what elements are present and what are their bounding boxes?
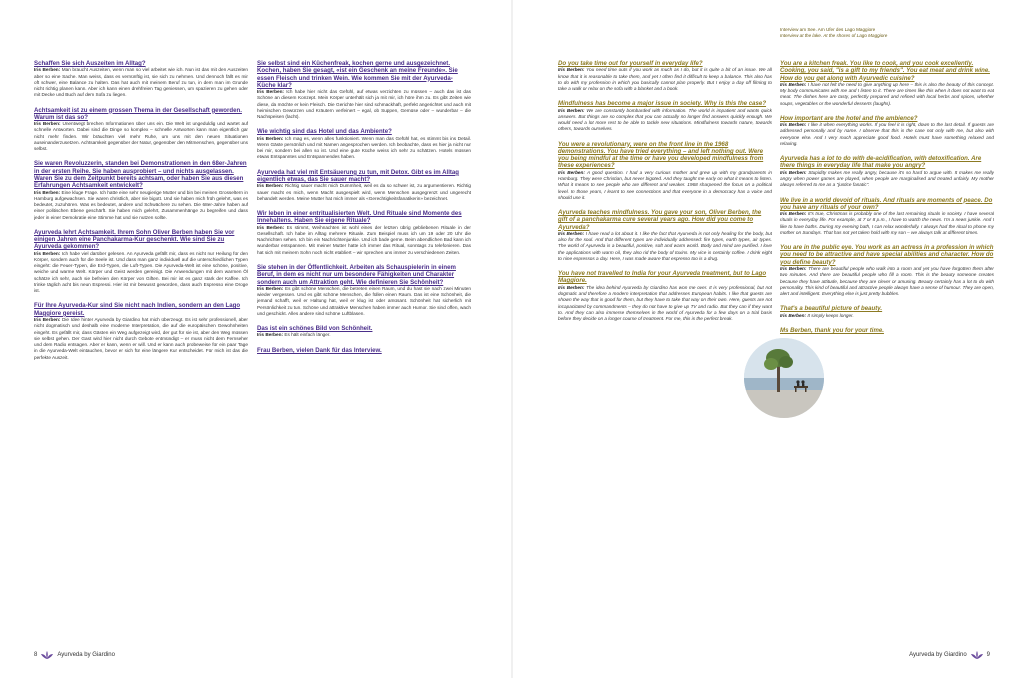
answer-text: I like it when everything works. If you feel it is right, down to the last detail. If guests are addressed personally and by name. I observe that this is the case not only with me, but also with everyone else. And I very much appreciate good food. Hotels must have something relaxed and relaxing. (780, 122, 994, 146)
question-heading: Für Ihre Ayurveda-Kur sind Sie nicht nach Indien, sondern an den Lago Maggiore gereist. (34, 302, 241, 317)
speaker-label: Iris Berben: (257, 332, 284, 338)
speaker-label: Iris Berben: (257, 135, 284, 141)
speaker-label: Iris Berben: (780, 312, 807, 318)
answer-paragraph (34, 317, 248, 361)
question-heading: Mindfulness has become a major issue in society. Why is this the case? (558, 100, 767, 108)
answer-paragraph (34, 190, 248, 221)
answer-paragraph (34, 67, 248, 98)
question-heading: Schaffen Sie sich Auszeiten im Alltag? (34, 60, 146, 67)
answer-paragraph (257, 89, 471, 120)
column-english-2 (780, 60, 994, 635)
question-heading: Sie stehen in der Öffentlichkeit. Arbeiten als Schauspielerin in einem Beruf, in dem es nicht nur um besondere Fähigkeiten und Charakter sondern auch um Attraktion geht. Wie definieren Sie Schönheit? (257, 263, 456, 286)
question-heading: Ayurveda hat viel mit Entsäuerung zu tun, mit Detox. Gibt es im Alltag eigentlich etwas, das Sie sauer macht? (257, 168, 460, 184)
answer-paragraph (558, 170, 772, 201)
header-line-en: Interview at the lake. At the shores of Lago Maggiore (780, 33, 888, 38)
answer-text: Es stimmt, Weihnachten ist wohl eines der letzten übrig gebliebenen Rituale in der Gesellschaft. Ich habe im Alltag mehrere Rituale. Zum Beispiel muss ich um 19 oder 20 Uhr die Nachrichten sehen. Ich bin ein Nachrichtenjunkie. Und ich bade gerne. Beim abendlichen Bad kann ich wunderbar entspannen. Mit meiner Mutter hatte ich immer das Ritual, sonntags zu telefonieren. Das hat sich mit meinem Sohn noch nicht etabliert – wir sprechen uns immer zu verschiedenen Zeiten. (257, 224, 471, 255)
question-heading: Achtsamkeit ist zu einem grossen Thema in der Gesellschaft geworden. Warum ist das so? (34, 106, 242, 121)
question-heading: How important are the hotel and the ambience? (780, 114, 918, 122)
question-heading: You are in the public eye. You work as an actress in a profession in which you need to be attractive and have special abilities and character. How do you define beauty? (780, 244, 994, 266)
brand-left: Ayurveda by Giardino (57, 652, 115, 658)
lake-photo (744, 338, 824, 418)
answer-paragraph (780, 82, 994, 107)
footer-right (909, 651, 990, 659)
speaker-label: Iris Berben: (780, 122, 807, 128)
brand-right: Ayurveda by Giardino (909, 652, 967, 658)
question-heading: Wir leben in einer entritualisierten Welt. Und Rituale sind Momente des Innehaltens. Haben Sie eigene Rituale? (257, 210, 462, 225)
answer-text: Ich mag es, wenn alles funktioniert. Wenn man das Gefühl hat, es stimmt bis ins Detail. Wenn Gäste persönlich und mit Namen angesprochen werden. Ich beobachte, dass es hier ja nicht nur bei mir, sondern bei allen so ist. Und eine gute Küche weiss ich sehr zu schätzen. Hotels müssen etwas Entspanntes und Entspannendes haben. (257, 135, 471, 160)
question-heading: We live in a world devoid of rituals. And rituals are moments of peace. Do you have any rituals of your own? (780, 196, 993, 211)
question-heading: Sie selbst sind ein Küchenfreak, kochen gerne und ausgezeichnet. Kochen, haben Sie gesagt, «ist ein Geschenk an meine Freunde». Sie essen Fleisch und trinken Wein. Wie kommen Sie mit der Ayurveda-Küche klar? (257, 60, 458, 89)
question-heading: Ayurveda teaches mindfulness. You gave your son, Oliver Berben, the gift of a panchakarma cure several years ago. How did you come to Ayurveda? (558, 209, 762, 231)
answer-text: It simply keeps longer. (807, 312, 854, 318)
closing-line: Frau Berben, vielen Dank für das Interview. (257, 346, 382, 354)
page-header (780, 27, 994, 39)
speaker-label: Iris Berben: (780, 266, 807, 272)
question-heading: Das ist ein schönes Bild von Schönheit. (257, 325, 373, 333)
answer-text: Stupidity makes me really angry, because it's so hard to argue with. It makes me really angry when power games are played, when people are marginalised and treated unfairly. My mother always referred to me as a "justice fanatic". (780, 169, 994, 188)
answer-text: Ich habe hier nicht das Gefühl, auf etwas verzichten zu müssen – auch das ist das Schöne an diesem Konzept. Mein Körper unterhält sich ja mit mir, ich höre ihm zu. Es gibt Zeiten wie diese, da möchte er kein Fleisch. Die Gerichte hier sind schmackhaft, perfekt angerichtet und auch mit heimischen Gewürzen und Kräutern verfeinert – egal, ob Suppen, Gemüse oder – wunderbar – die Nachspeisen (lacht). (257, 89, 471, 120)
question-heading: Sie waren Revoluzzerin, standen bei Demonstrationen in den 68er-Jahren in der ersten Reihe. Sie haben ausprobiert – und nichts ausgelassen. Waren Sie zu dem Zeitpunkt bereits achtsam, oder haben Sie aus diesen Erfahrungen Achtsamkeit entwickelt? (34, 160, 247, 190)
footer-left (34, 651, 115, 659)
answer-text: Es gibt schöne Menschen, die betreten einen Raum, und du hast sie nach zwei Minuten wieder vergessen. Und es gibt schöne Menschen, die füllen einen Raum. Das ist eine Schönheit, die jemand schafft, weil er Haltung hat, weil er klug ist oder amüsant. Schönheit hat sicherlich mit Persönlichkeit zu tun. Schöne und attraktive Menschen haben immer auch Humor. Sie sind offen, wach und geschickt. Alles andere sind schöne Luftblasen. (257, 285, 471, 316)
answer-paragraph (257, 332, 471, 338)
answer-paragraph (257, 286, 471, 317)
speaker-label: Iris Berben: (34, 121, 61, 127)
speaker-label: Iris Berben: (257, 183, 284, 189)
question-heading: Ayurveda lehrt Achtsamkeit. Ihrem Sohn Oliver Berben haben Sie vor einigen Jahren eine Panchakarma-Kur geschenkt. Wie sind Sie zu Ayurveda gekommen? (34, 228, 235, 251)
speaker-label: Iris Berben: (558, 67, 585, 73)
answer-paragraph (257, 136, 471, 161)
answer-text: I have not felt the need to give anything up here – this is also the beauty of this concept. My body communicates with me and I listen to it. There are times like this when it does not want to eat meat. The dishes here are tasty, perfectly prepared and refined with local herbs and spices, whether soups, vegetables or the wonderful desserts (laughs). (780, 81, 994, 106)
answer-paragraph (780, 266, 994, 297)
answer-text: It's true, Christmas is probably one of the last remaining rituals in society. I have several rituals in everyday life. For example, at 7 or 8 p.m., I have to watch the news. I'm a news junkie. And I like to have baths. During my evening bath, I can relax wonderfully. I always had the ritual to phone my mother on Sundays. That has not yet taken hold with my son – we always talk at different times. (780, 211, 994, 235)
answer-paragraph (558, 285, 772, 323)
closing-line: Ms Berben, thank you for your time. (780, 326, 884, 334)
lotus-icon (971, 651, 983, 659)
speaker-label: Iris Berben: (558, 284, 585, 290)
page-number-left: 8 (34, 652, 38, 658)
speaker-label: Iris Berben: (558, 230, 585, 236)
column-german-2 (257, 60, 471, 635)
speaker-label: Iris Berben: (34, 67, 61, 73)
speaker-label: Iris Berben: (34, 317, 61, 323)
answer-paragraph (257, 225, 471, 256)
speaker-label: Iris Berben: (257, 285, 284, 291)
answer-text: We are constantly bombarded with information. The world is impatient and wants quick answers. But things are so complex that you can actually no longer find answers quickly enough. We would need a lot more rest to be able to tackle new situations. Mindfulness towards nature, towards others, towards ourselves. (558, 107, 772, 132)
page-gutter (511, 0, 513, 678)
lotus-icon (41, 651, 53, 659)
answer-paragraph (780, 211, 994, 236)
column-german-1 (34, 60, 248, 635)
answer-text: Eine kluge Frage. Ich hatte eine sehr neugierige Mutter und bin bei meinen Grosseltern in Hamburg aufgewachsen. Sie waren christlich, aber nie bigott. Und sie haben mich früh gelehrt, was es bedeutet, zuzuhören. Was es bedeutet, andere und Schwächere zu sehen. Die 68er-Jahre haben auf einer politischen Ebene geschärft. Sie haben mich gelehrt, Zusammenhänge zu begreifen und dass jeder in einer Demokratie eine Stimme hat und sie nutzen sollte. (34, 189, 248, 220)
speaker-label: Iris Berben: (558, 107, 585, 113)
answer-text: The idea behind Ayurveda by Giardino has won me over. It is very professional, but not dogmatic and therefore a modern interpretation that addresses European habits. I like that guests are shown the way that is good for them, but they have to take that way on their own. Here, guests are not incapacitated by commandments – they do not have to give up TV and radio. But they can if they want to. And they can also immerse themselves in the world of Ayurveda for a few days on a trial basis before they decide on a longer course of treatment. For me, this is the perfect break. (558, 284, 772, 322)
answer-paragraph (558, 231, 772, 262)
speaker-label: Iris Berben: (257, 89, 284, 95)
question-heading: Ayurveda has a lot to do with de-acidification, with detoxification. Are there things in everyday life that make you angry? (780, 155, 982, 170)
speaker-label: Iris Berben: (257, 224, 285, 230)
speaker-label: Iris Berben: (780, 169, 807, 175)
question-heading: Wie wichtig sind das Hotel und das Ambiente? (257, 128, 392, 136)
answer-paragraph (780, 170, 994, 189)
speaker-label: Iris Berben: (34, 189, 61, 195)
answer-text: Die Idee hinter Ayurveda by Giardino hat mich überzeugt. Es ist sehr professionell, aber nicht dogmatisch und deshalb eine moderne Interpretation, die auf die europäischen Gewohnheiten eingeht. Es gefällt mir, dass Gästen ein Weg aufgezeigt wird, der gut für sie ist, aber den Weg müssen sie selbst gehen. Der Gast wird hier nicht durch Gebote entmündigt – er muss nicht dem Fernseher und dem Radio entsagen. Aber er kann, wenn er will. Und er kann auch probeweise für ein paar Tage in die Ayurveda-Welt eintauchen, bevor er sich für eine längere Kur entscheidet. Für mich ist das die perfekte Auszeit. (34, 317, 248, 360)
speaker-label: Iris Berben: (34, 250, 61, 256)
answer-text: Es hält einfach länger. (284, 332, 331, 338)
answer-text: Man braucht Auszeiten, wenn man so viel arbeitet wie ich. Nun ist das mit den Auszeiten aber so eine Sache. Man weiss, dass es vernünftig ist, sie sich zu nehmen. Und dennoch fällt es mir oft schwer, eine Balance zu halten. Das hat auch mit meinem Beruf zu tun, in dem man im Grunde nicht richtig planen kann. Aber ich kann einen drehfreien Tag geniessen, um spazieren zu gehen oder mit Decke und Buch auf dem Sofa zu liegen. (34, 67, 248, 98)
question-heading: You have not travelled to India for your Ayurveda treatment, but to Lago Maggiore. (558, 270, 767, 285)
speaker-label: Iris Berben: (558, 169, 585, 175)
answer-text: Richtig sauer macht mich Dummheit, weil es da so schwer ist, zu argumentieren. Richtig sauer macht es mich, wenn Macht ausgespielt wird, wenn Menschen ausgegrenzt und ungerecht behandelt werden. Meine Mutter hat mich immer als «Gerechtigkeitsfanatikerin» bezeichnet. (257, 183, 471, 201)
answer-text: A good question. I had a very curious mother and grew up with my grandparents in Hamburg. They were Christian, but never bigoted. And they taught me early on what it means to listen. What it means to see people who are different and weaker. 1968 sharpened the focus on a political level. In those years, I learnt to see connections and that everyone in a democracy has a voice and should use it. (558, 169, 772, 200)
answer-text: There are beautiful people who walk into a room and yet you have forgotten them after two minutes. And there are beautiful people who fill a room. This is the beauty someone creates because they have attitude, because they are clever or amusing. Beauty certainly has a lot to do with personality. This kind of beautiful and attractive people always have a sense of humour. They are open, alert and intelligent. Everything else is just pretty bubbles. (780, 266, 994, 297)
speaker-label: Iris Berben: (780, 81, 807, 87)
answer-text: I have read a lot about it. I like the fact that Ayurveda is not only healing for the body, but also for the soul. And that different types are individually addressed: fire types, earth types, air types. The world of Ayurveda is a beautiful, positive, soft and warm world. Body and mind are purified. I love the applications with warm oil, they also rid the body of toxins. My vice is certainly coffee. I drink eight to nine espressos a day. Here, I was made aware that espresso too is a drug. (558, 230, 772, 261)
answer-paragraph (257, 183, 471, 202)
speaker-label: Iris Berben: (780, 211, 807, 217)
header-line-de: Interview am See. Am Ufer des Lago Maggiore (780, 27, 876, 32)
answer-text: Ich habe viel darüber gelesen. An Ayurveda gefällt mir, dass es nicht nur Heilung für den Körper, sondern auch für die Seele ist. Und dass man ganz individuell auf die unterschiedlichen Typen eingeht: die Feuer-Typen, die Erd-Typen, die Luft-Typen. Die Ayurveda-Welt ist eine schöne, positive, weiche und warme Welt. Körper und Geist werden gereinigt. Die Anwendungen mit dem warmen Öl schätze ich sehr, auch sie befreien den Körper von Giften. Bei mir ist es ganz stark der Kaffee. Ich trinke täglich acht bis neun Espressi. Hier ist mir bewusst geworden, dass auch Espresso eine Droge ist. (34, 250, 248, 294)
question-heading: That's a beautiful picture of beauty. (780, 305, 883, 313)
question-heading: You were a revolutionary, were on the front line in the 1968 demonstrations. You have tried everything – and left nothing out. Were you being mindful at the time or have you developed mindfulness from these experiences? (558, 140, 764, 170)
answer-paragraph (558, 67, 772, 92)
answer-paragraph (780, 122, 994, 147)
lake-bench-illustration (744, 338, 824, 418)
answer-paragraph (34, 251, 248, 295)
answer-text: Unentwegt brechen Informationen über uns ein. Die Welt ist ungeduldig und wartet auf schnelle Antworten. Dabei sind die Dinge so komplex – schnelle Antworten kann man eigentlich gar nicht mehr finden. Wir bräuchten viel mehr Ruhe, um uns mit den neuen Situationen auseinanderzusetzen. Achtsamkeit gegenüber der Natur, gegenüber den Mitmenschen, gegenüber uns selbst. (34, 121, 248, 152)
column-english-1 (558, 60, 772, 635)
question-heading: You are a kitchen freak. You like to cook, and you cook excellently. Cooking, you said, "is a gift to my friends". You eat meat and drink wine. How do you get along with Ayurvedic cuisine? (780, 60, 990, 82)
question-heading: Do you take time out for yourself in everyday life? (558, 60, 703, 67)
page-number-right: 9 (986, 652, 990, 658)
answer-paragraph (558, 108, 772, 133)
answer-paragraph (780, 313, 994, 319)
answer-text: You need time outs if you work as much as I do, but it is quite a bit of an issue. We all know that it is reasonable to take them, and yet I often find it difficult to keep a balance. This also has to do with my profession in which you basically cannot plan properly. But I enjoy a day off filming to take a walk or relax on the sofa with a blanket and a book. (558, 67, 772, 92)
answer-paragraph (34, 121, 248, 152)
